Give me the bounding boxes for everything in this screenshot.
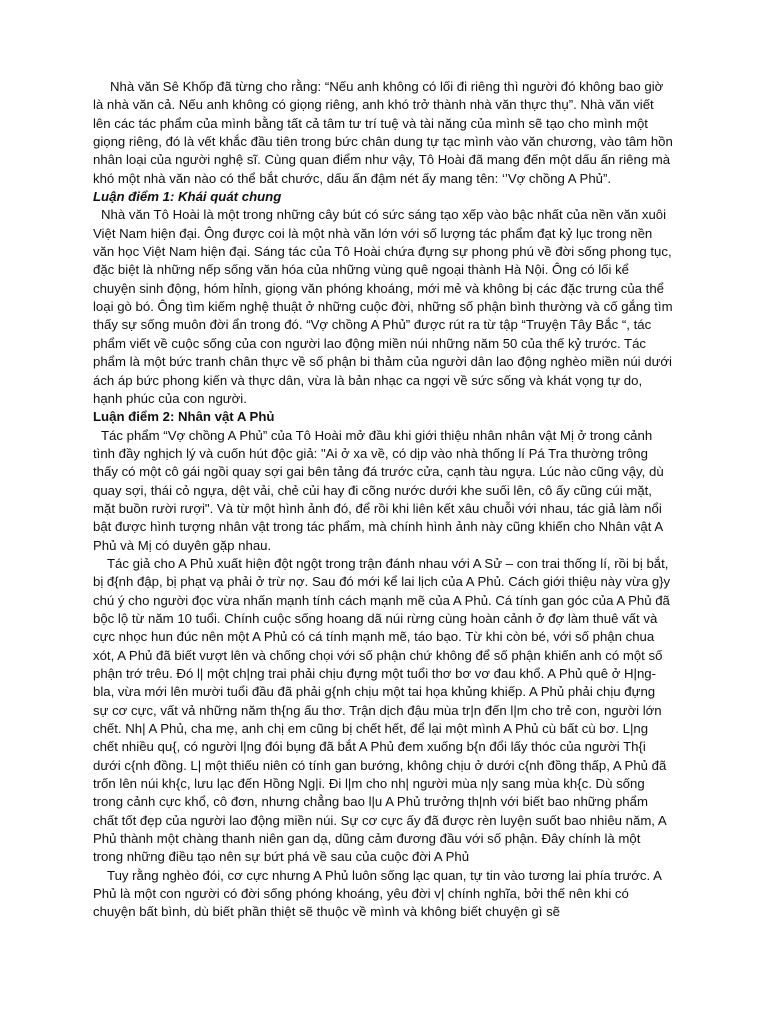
paragraph-a-phu-background: Tác giả cho A Phủ xuất hiện đột ngột trong trận đánh nhau với A Sử – con trai thống lí, rồi bị bắt, bị đ{nh đập, bị phạt vạ phải ở trừ nợ. Sau đó mới kể lai lịch của A Phủ. Cách giới thiệu này vừa g}y chú ý cho người đọc vừa nhấn mạnh tính cách mạnh mẽ của A Phủ. Cá tính gan góc của A Phủ đã bộc lộ từ năm 10 tuổi. Chính cuộc sống hoang dã núi rừng cùng hoàn cảnh ở đợ làm thuê vất và cực nhọc hun đúc nên một A Phủ có cá tính mạnh mẽ, táo bạo. Từ khi còn bé, với số phận chua xót, A Phủ đã biết vượt lên và chống chọi với số phận chứ không để số phận khiến anh có một số phận trớ trêu. Đó l| một ch|ng trai phải chịu đựng một tuổi thơ bơ vơ đau khổ. A Phủ quê ở H|ng-bla, vừa mới lên mười tuổi đầu đã phải g{nh chịu một tai họa khủng khiếp. A Phủ phải chịu đựng sự cơ cực, vất vả những năm th{ng ấu thơ. Trận dịch đậu mùa tr|n đến l|m cho trẻ con, người lớn chết. Nh| A Phủ, cha mẹ, anh chị em cũng bị chết hết, để lại một mình A Phủ cù bất cù bơ. L|ng chết nhiều qu{, có người l|ng đói bụng đã bắt A Phủ đem xuống b{n đổi lấy thóc của người Th{i dưới c{nh đồng. L| một thiếu niên có tính gan bướng, không chịu ở dưới c{nh đồng thấp, A Phủ đã trốn lên núi kh{c, lưu lạc đến Hồng Ng|i. Đi l|m cho nh| người mùa n|y sang mùa kh{c. Dù sống trong cảnh cực khổ, cô đơn, nhưng chẳng bao l|u A Phủ trưởng th|nh với biết bao những phẩm chất tốt đẹp của người lao động miền núi. Sự cơ cực ấy đã được rèn luyện suốt bao nhiêu năm, A Phủ thành một chàng thanh niên gan dạ, dũng cảm đương đầu với số phận. Đây chính là một trong những điều tạo nên sự bứt phá về sau của cuộc đời A Phủ [93,555,671,865]
paragraph-overview: Nhà văn Tô Hoài là một trong những cây bút có sức sáng tạo xếp vào bậc nhất của nền văn xuôi Việt Nam hiện đại. Ông được coi là một nhà văn lớn với số lượng tác phẩm đạt kỷ lục trong nền văn học Việt Nam hiện đại. Sáng tác của Tô Hoài chứa đựng sự phong phú về đời sống phong tục, đặc biệt là những nếp sống văn hóa của những vùng quê ngoại thành Hà Nội. Ông có lối kể chuyện sinh động, hóm hỉnh, giọng văn phóng khoáng, mới mẻ và không bị các đặc trưng của thể loại gò bó. Ông tìm kiếm nghệ thuật ở những cuộc đời, những số phận bình thường và cố gắng tìm thấy sự sống muôn đời ẩn trong đó. “Vợ chồng A Phủ” được rút ra từ tập “Truyện Tây Bắc “, tác phẩm viết về cuộc sống của con người lao động miền núi những năm 50 của thế kỷ trước. Tác phẩm là một bức tranh chân thực về số phận bi thảm của người dân lao động nghèo miền núi dưới ách áp bức phong kiến và thực dân, vừa là bản nhạc ca ngợi về sức sống và khát vọng tự do, hạnh phúc của con người. [93,207,673,406]
heading-luan-diem-2: Luận điểm 2: Nhân vật A Phủ [93,409,275,425]
paragraph-a-phu-personality: Tuy rằng nghèo đói, cơ cực nhưng A Phủ luôn sống lạc quan, tự tin vào tương lai phía trước. A Phủ là một con người có đời sống phóng khoáng, yêu đời v| chính nghĩa, bởi thế nên khi có chuyện bất bình, dù biết phần thiệt sẽ thuộc về mình và không biết chuyện gì sẽ [93,867,662,920]
document-body [93,78,673,922]
paragraph-character-intro: Tác phẩm “Vợ chồng A Phủ” của Tô Hoài mở đầu khi giới thiệu nhân nhân vật Mị ở trong cảnh tình đầy nghịch lý và cuốn hút độc giả: "Ai ở xa về, có dịp vào nhà thống lí Pá Tra thường trông thấy có một cô gái ngồi quay sợi gai bên tảng đá trước cửa, cạnh tàu ngựa. Lúc nào cũng vậy, dù quay sợi, thái cỏ ngựa, dệt vải, chẻ củi hay đi cõng nước dưới khe suối lên, cô ấy cũng cúi mặt, mặt buồn rười rượi". Và từ một hình ảnh đó, để rồi khi liên kết xâu chuỗi với nhau, tác giả làm nổi bật được hình tượng nhân vật trong tác phẩm, mà chính hình ảnh này cũng khiến cho Nhân vật A Phủ và Mị có duyên gặp nhau. [93,427,664,553]
intro-paragraph: Nhà văn Sê Khốp đã từng cho rằng: “Nếu anh không có lối đi riêng thì người đó không bao giờ là nhà văn cả. Nếu anh không có giọng riêng, anh khó trở thành nhà văn thực thụ”. Nhà văn viết lên các tác phẩm của mình bằng tất cả tâm tư trí tuệ và tài năng của mình sẽ tạo cho mình một giọng riêng, đó là vết khắc đầu tiên trong bức chân dung tự tạc mình vào văn chương, vào tâm hồn nhân loại của người nghệ sĩ. Cùng quan điểm như vậy, Tô Hoài đã mang đến một dấu ấn riêng mà khó một nhà văn nào có thể bắt chước, dấu ấn đậm nét ấy mang tên: ‘’Vợ chồng A Phủ”. [93,79,673,186]
heading-luan-diem-1: Luận điểm 1: Khái quát chung [93,189,282,205]
